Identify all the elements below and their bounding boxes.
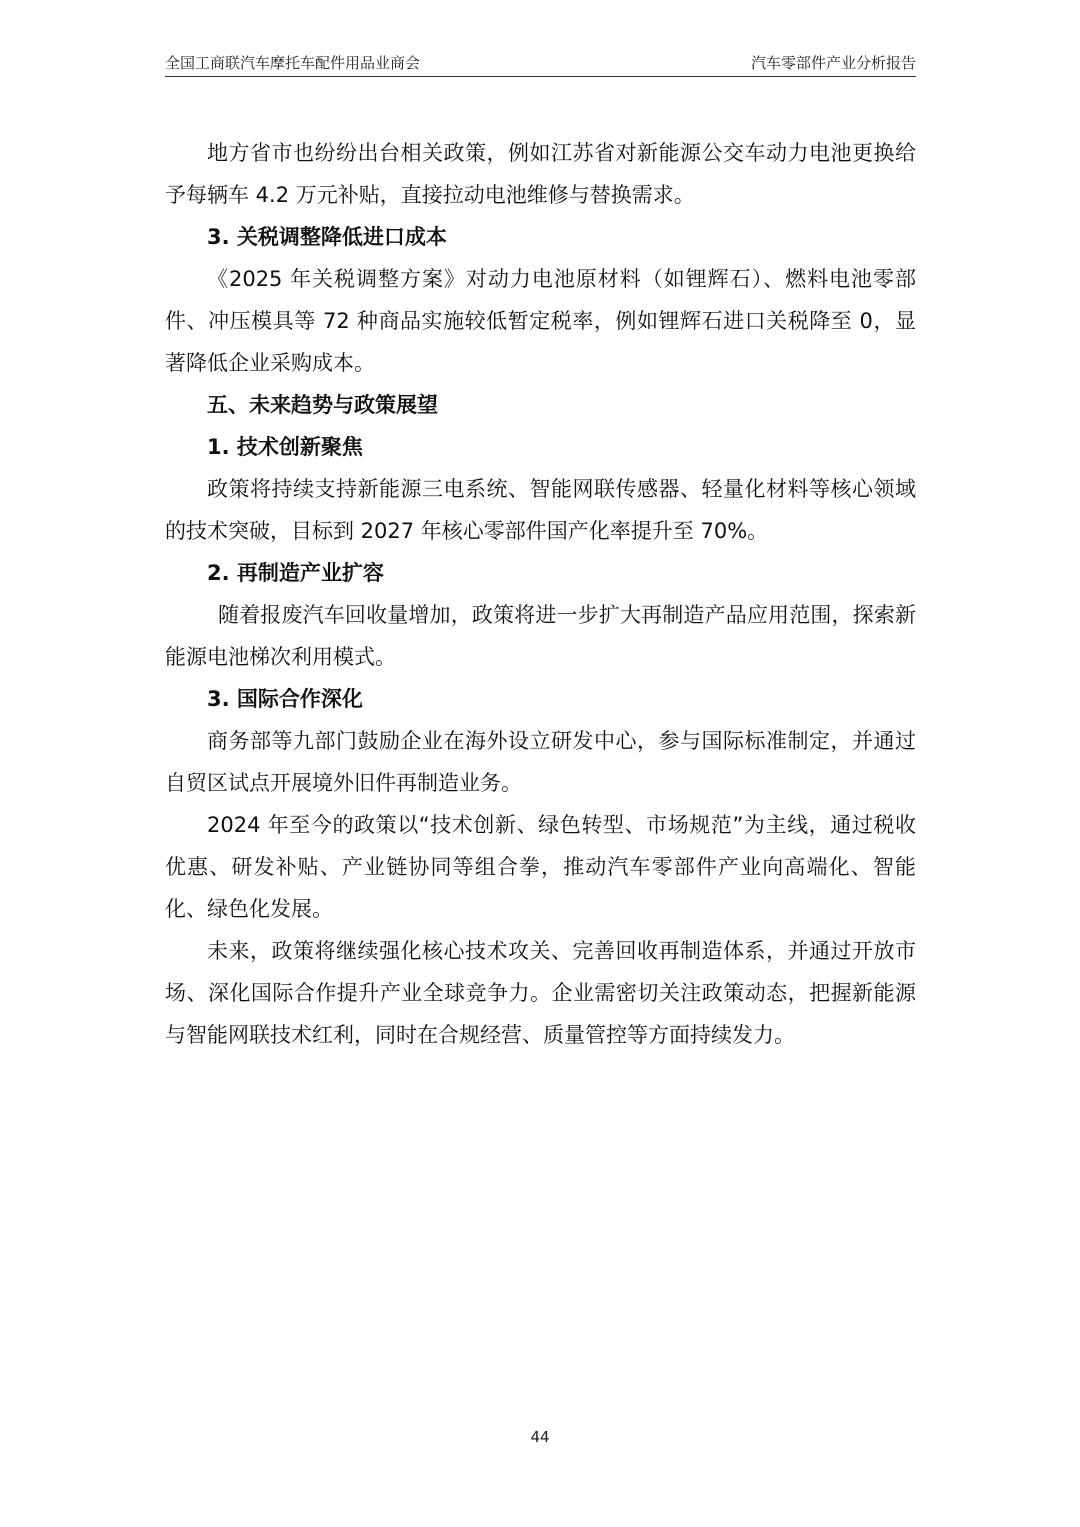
- header-report-title: 汽车零部件产业分析报告: [750, 54, 916, 72]
- heading-international-cooperation: 3. 国际合作深化: [207, 687, 363, 711]
- heading-tech-innovation: 1. 技术创新聚焦: [207, 435, 363, 459]
- paragraph-policy-summary: 2024 年至今的政策以“技术创新、绿色转型、市场规范”为主线，通过税收优惠、研发补贴、产业链协同等组合拳，推动汽车零部件产业向高端化、智能化、绿色化发展。: [165, 813, 916, 921]
- paragraph-international-cooperation: 商务部等九部门鼓励企业在海外设立研发中心，参与国际标准制定，并通过自贸区试点开展境外旧件再制造业务。: [165, 729, 916, 795]
- paragraph-outlook: 未来，政策将继续强化核心技术攻关、完善回收再制造体系，并通过开放市场、深化国际合作提升产业全球竞争力。企业需密切关注政策动态，把握新能源与智能网联技术红利，同时在合规经营、质量管控等方面持续发力。: [165, 939, 916, 1047]
- heading-remanufacturing: 2. 再制造产业扩容: [207, 561, 384, 585]
- paragraph-remanufacturing: 随着报废汽车回收量增加，政策将进一步扩大再制造产品应用范围，探索新能源电池梯次利用模式。: [165, 603, 916, 669]
- heading-tariff-adjustment: 3. 关税调整降低进口成本: [207, 225, 447, 249]
- section-heading-future-trends: 五、未来趋势与政策展望: [207, 393, 438, 417]
- paragraph-local-policy: 地方省市也纷纷出台相关政策，例如江苏省对新能源公交车动力电池更换给予每辆车 4.2 万元补贴，直接拉动电池维修与替换需求。: [165, 141, 916, 207]
- page-number: 44: [530, 1428, 550, 1446]
- header-organization: 全国工商联汽车摩托车配件用品业商会: [165, 54, 421, 72]
- page-header: [165, 52, 916, 77]
- paragraph-tech-innovation: 政策将持续支持新能源三电系统、智能网联传感器、轻量化材料等核心领域的技术突破，目标到 2027 年核心零部件国产化率提升至 70%。: [165, 477, 916, 543]
- paragraph-tariff-plan: 《2025 年关税调整方案》对动力电池原材料（如锂辉石）、燃料电池零部件、冲压模具等 72 种商品实施较低暂定税率，例如锂辉石进口关税降至 0，显著降低企业采购成本。: [165, 267, 916, 375]
- document-body: [165, 132, 916, 1056]
